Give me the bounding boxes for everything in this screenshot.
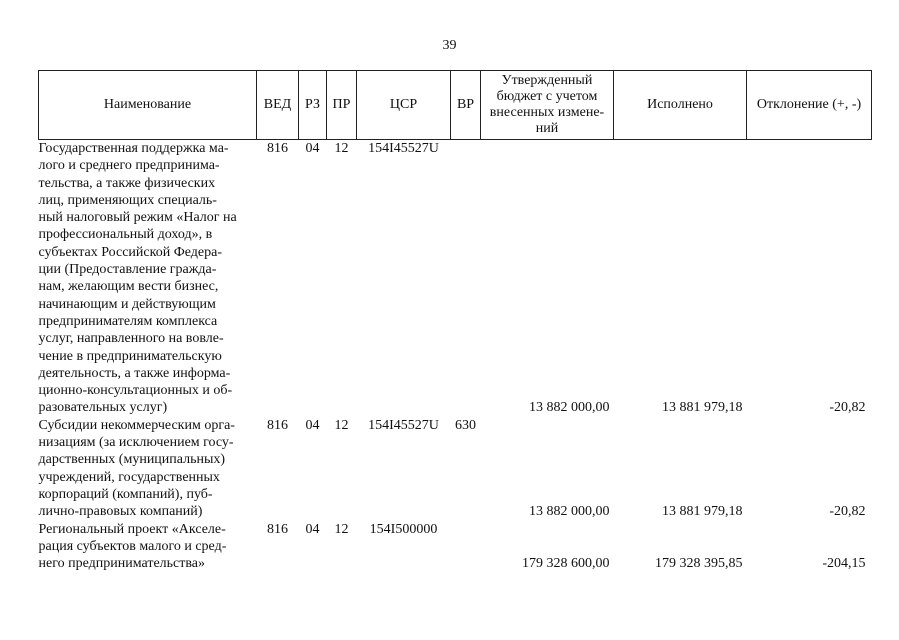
row-pr: 12	[334, 521, 349, 537]
header-name: Наименование	[39, 71, 257, 140]
row-deviation: -20,82	[829, 400, 866, 416]
row-name: Субсидии некоммерческим орга- низациям (за исключением госу- дарственных (муниципальных) учреждений, государственных корпораций (компаний), пуб- лично-правовых компаний)	[38, 417, 235, 520]
row-pr: 12	[334, 141, 349, 156]
row-rz: 04	[305, 417, 320, 433]
header-approved: Утвержденный бюджет с учетом внесенных измене-ний	[481, 71, 614, 140]
row-vr	[451, 140, 481, 417]
page-number: 39	[442, 38, 457, 53]
row-deviation: -20,82	[829, 504, 866, 520]
row-ved: 816	[267, 141, 288, 156]
row-executed: 179 328 395,85	[655, 556, 743, 572]
table-header	[39, 71, 872, 140]
row-rz: 04	[305, 521, 320, 537]
header-vr: ВР	[451, 71, 481, 140]
header-executed: Исполнено	[614, 71, 747, 140]
header-pr: ПР	[327, 71, 357, 140]
row-executed: 13 881 979,18	[662, 400, 743, 416]
table-row	[39, 417, 872, 521]
header-deviation: Отклонение (+, -)	[747, 71, 872, 140]
row-name-cell	[39, 417, 257, 521]
row-csr: 154I45527U	[368, 141, 439, 156]
budget-table	[38, 70, 872, 572]
row-approved: 13 882 000,00	[529, 504, 610, 520]
row-csr: 154I45527U	[368, 417, 439, 433]
row-ved: 816	[267, 417, 288, 433]
row-approved: 13 882 000,00	[529, 400, 610, 416]
row-rz: 04	[305, 141, 320, 156]
row-approved: 179 328 600,00	[522, 556, 610, 572]
row-name: Региональный проект «Акселе- рация субъектов малого и сред- него предпринимательства»	[38, 521, 227, 572]
row-name: Государственная поддержка ма- лого и среднего предпринима- тельства, а также физических лиц, применяющих специаль- ный налоговый режим «Налог на профессиональный доход», в субъектах Российской Федера- ции (Предоставление гражда- нам, желающим вести бизнес, начинающим и действующим предпринимателям комплекса услуг, направленного на вовле- чение в предпринимательскую деятельность, а также информа- ционно-консультационных и об- разовательных услуг)	[38, 141, 237, 416]
row-deviation: -204,15	[822, 556, 866, 572]
row-vr: 630	[455, 417, 476, 433]
table-row	[39, 140, 872, 417]
row-csr: 154I500000	[369, 521, 438, 537]
header-ved: ВЕД	[257, 71, 299, 140]
table-row	[39, 521, 872, 573]
header-rz: РЗ	[299, 71, 327, 140]
row-ved: 816	[267, 521, 288, 537]
header-csr: ЦСР	[357, 71, 451, 140]
row-pr: 12	[334, 417, 349, 433]
row-name-cell	[39, 521, 257, 573]
row-executed: 13 881 979,18	[662, 504, 743, 520]
row-vr	[451, 521, 481, 573]
row-name-cell	[39, 140, 257, 417]
